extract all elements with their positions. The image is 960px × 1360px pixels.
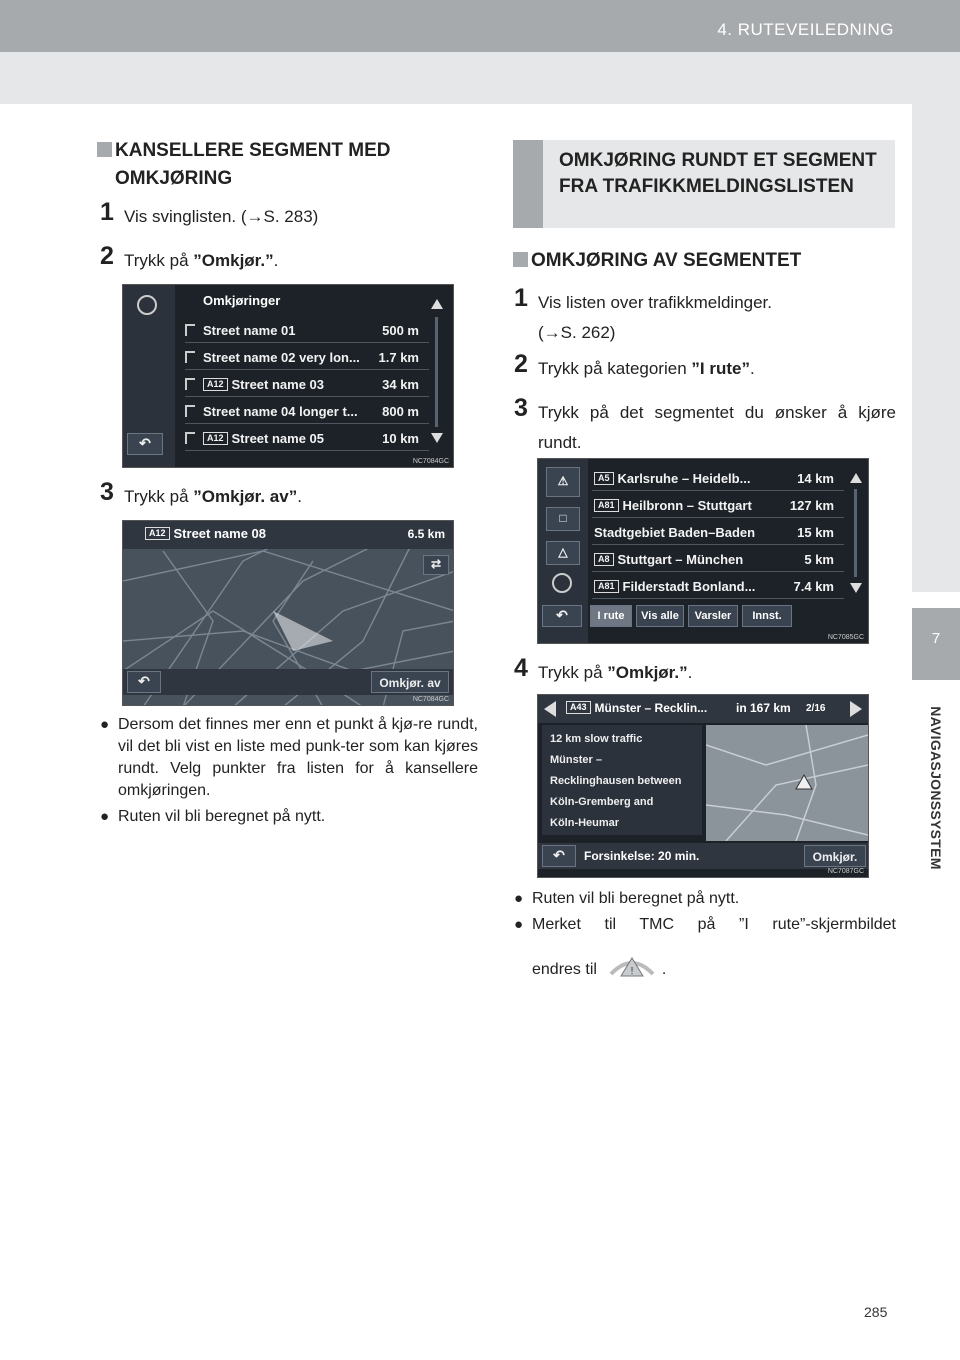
header-bar xyxy=(0,0,960,52)
list-item[interactable]: A8 Stuttgart – München 5 km xyxy=(592,548,844,572)
bullet-multiple-points: ● Dersom det finnes mer enn et punkt å kjø-re rundt, vil det bli vist en liste med punk-ter som kan kjøres rundt. Velg punkter fra listen for å kansellere omkjøringen. xyxy=(100,716,478,799)
heading-square-icon xyxy=(97,142,112,157)
warning-icon[interactable]: △ xyxy=(546,541,580,565)
back-button[interactable]: ↶ xyxy=(127,671,161,693)
turn-arrow-icon xyxy=(185,405,195,417)
back-button[interactable]: ↶ xyxy=(542,605,582,627)
figure-code: NC7084GC xyxy=(412,696,449,703)
scrollbar[interactable] xyxy=(435,317,438,427)
back-button[interactable]: ↶ xyxy=(127,433,163,455)
road-badge: A8 xyxy=(594,553,614,566)
road-badge: A43 xyxy=(566,701,591,714)
traffic-icon[interactable]: ⚠ xyxy=(546,467,580,497)
bullet-recalculate: ● Ruten vil bli beregnet på nytt. xyxy=(100,808,326,825)
section-title-box xyxy=(513,140,895,228)
list-item[interactable]: A12 Street name 05 10 km xyxy=(185,427,429,451)
step-4-right: 4 Trykk på ”Omkjør.”. xyxy=(514,654,693,682)
step-1-right: 1 Vis listen over trafikkmeldinger. (→S. 262) xyxy=(514,284,773,342)
section-heading-detour: OMKJØRING AV SEGMENTET xyxy=(513,247,903,275)
screen-title: Omkjøringer xyxy=(203,293,281,308)
list-item[interactable]: Street name 02 very lon... 1.7 km xyxy=(185,346,429,370)
step-2-right: 2 Trykk på kategorien ”I rute”. xyxy=(514,350,755,378)
road-badge: A5 xyxy=(594,472,614,485)
list-item[interactable]: A12 Street name 03 34 km xyxy=(185,373,429,397)
bullet-tmc-mark-cont: endres til ! . xyxy=(532,954,732,981)
road-badge: A12 xyxy=(203,378,228,391)
list-item[interactable]: A81 Filderstadt Bonland... 7.4 km xyxy=(592,575,844,599)
tab-show-all[interactable]: Vis alle xyxy=(636,605,684,627)
tab-in-route[interactable]: I rute xyxy=(590,605,632,627)
step-3-right: 3 Trykk på det segmentet du ønsker å kjøre rundt. xyxy=(514,394,896,452)
detour-button[interactable]: Omkjør. xyxy=(804,845,866,867)
figure-code: NC7087GC xyxy=(827,868,864,875)
settings-gear-icon[interactable] xyxy=(137,295,157,315)
step-1-left: 1 Vis svinglisten. (→S. 283) xyxy=(100,198,319,226)
section-title: OMKJØRING RUNDT ET SEGMENT FRA TRAFIKKMELDINGSLISTEN xyxy=(559,150,877,197)
side-tab-background xyxy=(912,104,960,592)
message-header: A43 Münster – Recklin... xyxy=(566,701,707,715)
step-2-left: 2 Trykk på ”Omkjør.”. xyxy=(100,242,279,270)
svg-text:!: ! xyxy=(630,966,634,977)
map-view[interactable] xyxy=(706,725,868,841)
message-icon[interactable]: □ xyxy=(546,507,580,531)
scrollbar[interactable] xyxy=(854,489,857,577)
chapter-title: 4. RUTEVEILEDNING xyxy=(717,20,894,39)
turn-arrow-icon xyxy=(185,432,195,444)
chapter-side-label xyxy=(922,688,950,888)
screen-traffic-detail xyxy=(537,694,869,878)
scroll-down-icon[interactable] xyxy=(850,583,862,593)
previous-arrow-icon[interactable] xyxy=(544,701,556,717)
delay-text: Forsinkelse: 20 min. xyxy=(584,849,700,863)
list-item[interactable]: Street name 04 longer t... 800 m xyxy=(185,400,429,424)
bullet-tmc-mark: ● Merket til TMC på ”I rute”-skjermbildet xyxy=(514,916,896,933)
list-item[interactable]: A81 Heilbronn – Stuttgart 127 km xyxy=(592,494,844,518)
turn-arrow-icon xyxy=(185,324,195,336)
chapter-side-label-text: NAVIGASJONSSYSTEM xyxy=(928,706,944,870)
screen-traffic-list xyxy=(537,458,869,644)
message-detail-panel: 12 km slow traffic Münster – Recklinghausen between Köln-Gremberg and Köln-Heumar xyxy=(542,725,702,835)
settings-gear-icon[interactable] xyxy=(552,573,572,593)
road-badge: A81 xyxy=(594,499,619,512)
page-number: 285 xyxy=(864,1304,888,1320)
scroll-down-icon[interactable] xyxy=(431,433,443,443)
turn-arrow-icon xyxy=(185,378,195,390)
turn-arrow-icon xyxy=(185,351,195,363)
distance-readout: 6.5 km xyxy=(407,527,445,541)
detour-off-button[interactable]: Omkjør. av xyxy=(371,671,449,693)
list-item[interactable]: Street name 01 500 m xyxy=(185,319,429,343)
road-badge: A81 xyxy=(594,580,619,593)
tab-warnings[interactable]: Varsler xyxy=(688,605,738,627)
road-badge: A12 xyxy=(203,432,228,445)
section-heading-cancel: KANSELLERE SEGMENT MED OMKJØRING xyxy=(97,137,477,193)
screen-map-detour-off xyxy=(122,520,454,706)
current-street: A12 Street name 08 xyxy=(145,526,266,541)
scroll-up-icon[interactable] xyxy=(850,473,862,483)
tmc-detour-icon xyxy=(607,954,657,980)
figure-code: NC7085GC xyxy=(827,634,864,641)
message-page: 2/16 xyxy=(806,703,826,714)
list-item[interactable]: A5 Karlsruhe – Heidelb... 14 km xyxy=(592,467,844,491)
bullet-recalculate-right: ● Ruten vil bli beregnet på nytt. xyxy=(514,890,740,907)
heading-square-icon xyxy=(513,252,528,267)
chapter-tab-number: 7 xyxy=(931,630,941,647)
back-button[interactable]: ↶ xyxy=(542,845,576,867)
list-item[interactable]: Stadtgebiet Baden–Baden 15 km xyxy=(592,521,844,545)
tab-settings[interactable]: Innst. xyxy=(742,605,792,627)
road-badge: A12 xyxy=(145,527,170,540)
scroll-up-icon[interactable] xyxy=(431,299,443,309)
figure-code: NC7084GC xyxy=(412,458,449,465)
message-distance: in 167 km xyxy=(736,701,791,715)
chapter-tab[interactable] xyxy=(912,608,960,680)
next-arrow-icon[interactable] xyxy=(850,701,862,717)
reroute-icon[interactable]: ⇄ xyxy=(423,555,449,575)
step-3-left: 3 Trykk på ”Omkjør. av”. xyxy=(100,478,302,506)
screen-detour-list xyxy=(122,284,454,468)
